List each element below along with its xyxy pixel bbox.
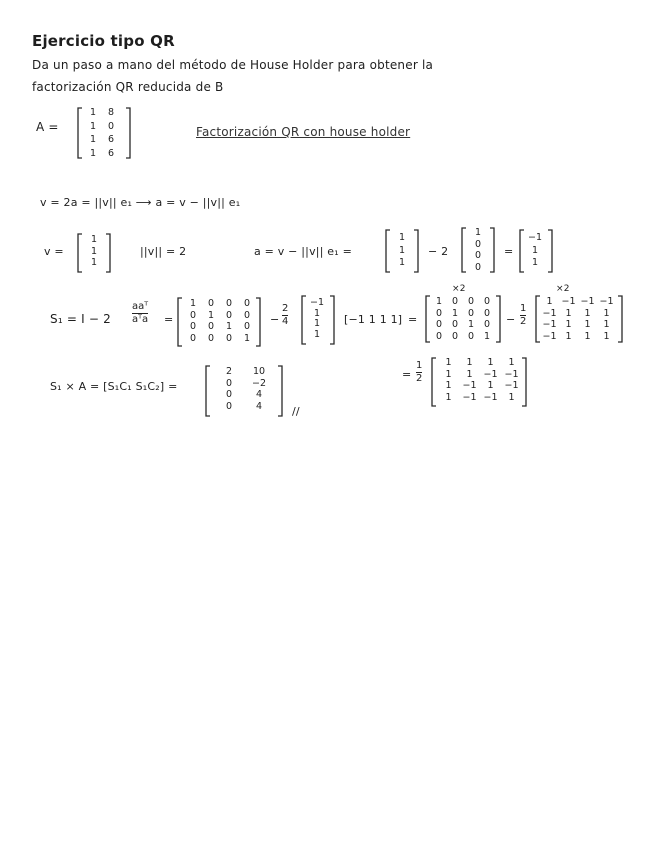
matrix-cell: 1 <box>531 244 539 256</box>
matrix-cell: 0 <box>225 377 233 389</box>
equals-result: = <box>504 245 514 258</box>
v-label: v = <box>44 245 64 258</box>
matrix-cell: 1 <box>207 309 215 321</box>
fraction-2-over-4 <box>282 304 288 327</box>
v-vector <box>88 235 100 268</box>
matrix-cell: 0 <box>243 298 251 309</box>
end-mark: // <box>292 405 300 418</box>
result-vector <box>526 233 544 268</box>
matrix-cell: 1 <box>445 391 452 403</box>
matrix-cell: −1 <box>561 296 576 307</box>
matrix-cell: 1 <box>584 307 591 319</box>
matrix-cell: 0 <box>225 400 233 412</box>
matrix-cell: 1 <box>474 227 482 238</box>
matrix-cell: 2 <box>225 366 233 377</box>
frac3-denominator: 2 <box>520 316 527 327</box>
matrix-cell: 0 <box>435 330 443 342</box>
matrix-cell: 1 <box>90 257 98 268</box>
matrix-cell: 1 <box>313 307 321 319</box>
matrix-cell: 1 <box>508 357 515 368</box>
matrix-cell: −1 <box>462 391 477 403</box>
matrix-cell: 1 <box>603 330 610 342</box>
matrix-cell: 6 <box>107 134 115 145</box>
matrix-cell: 1 <box>398 244 406 256</box>
matrix-cell: 1 <box>313 328 321 340</box>
matrix-cell: 4 <box>255 400 263 412</box>
a-expression: a = v − ||v|| e₁ = <box>254 245 352 258</box>
matrix-cell: 0 <box>189 332 197 344</box>
norm-v: ||v|| = 2 <box>140 245 187 258</box>
matrix-cell: 1 <box>584 330 591 342</box>
matrix-cell: −1 <box>504 380 519 391</box>
frac4-numerator: 1 <box>416 360 423 371</box>
matrix-cell: −2 <box>251 377 266 389</box>
frac2-denominator: 4 <box>282 316 289 327</box>
matrix-cell: 0 <box>451 330 459 342</box>
matrix-cell: 0 <box>483 296 491 307</box>
matrix-cell: 1 <box>531 257 539 268</box>
matrix-cell: 0 <box>467 307 475 319</box>
frac3-numerator: 1 <box>520 303 527 314</box>
matrix-cell: 1 <box>90 234 98 245</box>
times-2-label-b: ×2 <box>556 284 570 294</box>
frac-numerator: aaᵀ <box>132 301 149 312</box>
matrix-cell: 1 <box>603 307 610 319</box>
matrix-cell: 1 <box>89 120 97 132</box>
matrix-cell: 10 <box>252 366 266 377</box>
identity-matrix-2 <box>431 297 495 341</box>
matrix-cell: 0 <box>451 319 459 330</box>
matrix-cell: 1 <box>313 318 321 329</box>
matrix-cell: 1 <box>466 368 473 380</box>
s1-matrix <box>438 358 522 402</box>
matrix-cell: −1 <box>580 296 595 307</box>
matrix-cell: −1 <box>542 319 557 330</box>
column-vector-a <box>306 298 328 339</box>
frac2-numerator: 2 <box>282 303 289 314</box>
minus-sign-2: − <box>506 313 516 326</box>
s1-definition: S₁ = I − 2 <box>50 312 111 326</box>
equals-sign-3: = <box>402 368 412 381</box>
matrix-cell: −1 <box>309 297 324 308</box>
matrix-cell: 1 <box>508 391 515 403</box>
matrix-cell: 0 <box>225 332 233 344</box>
frac4-denominator: 2 <box>416 373 423 384</box>
matrix-cell: 1 <box>445 357 452 368</box>
outer-product-matrix <box>540 297 616 341</box>
matrix-cell: 0 <box>207 298 215 309</box>
fraction-half <box>416 361 422 384</box>
matrix-cell: 1 <box>243 332 251 344</box>
row-vector-at: [−1 1 1 1] <box>344 313 403 326</box>
matrix-cell: 0 <box>474 261 482 273</box>
matrix-cell: 1 <box>565 307 572 319</box>
matrix-cell: 0 <box>189 321 197 332</box>
equals-sign-2: = <box>408 313 418 326</box>
matrix-cell: 0 <box>207 332 215 344</box>
matrix-cell: 1 <box>225 321 233 332</box>
matrix-cell: 1 <box>445 368 452 380</box>
matrix-cell: 0 <box>474 238 482 250</box>
matrix-cell: 1 <box>445 380 452 391</box>
intro-line-2: factorización QR reducida de B <box>32 80 224 94</box>
matrix-cell: −1 <box>527 232 542 243</box>
matrix-cell: 0 <box>483 307 491 319</box>
matrix-cell: 0 <box>225 389 233 400</box>
matrix-cell: −1 <box>504 368 519 380</box>
matrix-cell: 6 <box>107 147 115 159</box>
s1-equals: = <box>164 313 174 326</box>
matrix-cell: 0 <box>225 298 233 309</box>
matrix-cell: 0 <box>243 309 251 321</box>
matrix-cell: 1 <box>466 357 473 368</box>
matrix-cell: 0 <box>243 321 251 332</box>
vec1 <box>396 233 408 268</box>
matrix-cell: 1 <box>565 319 572 330</box>
matrix-cell: 1 <box>603 319 610 330</box>
matrix-cell: 0 <box>107 120 115 132</box>
s1-times-a: S₁ × A = [S₁C₁ S₁C₂] = <box>50 380 178 393</box>
times-2-label-a: ×2 <box>452 284 466 294</box>
matrix-cell: 1 <box>546 296 553 307</box>
matrix-cell: −1 <box>599 296 614 307</box>
matrix-cell: 0 <box>467 330 475 342</box>
matrix-cell: 1 <box>398 257 406 268</box>
matrix-cell: 0 <box>225 309 233 321</box>
matrix-cell: 1 <box>584 319 591 330</box>
matrix-cell: 1 <box>467 319 475 330</box>
matrix-cell: 0 <box>467 296 475 307</box>
fraction-1-over-2 <box>520 304 526 327</box>
matrix-cell: −1 <box>542 330 557 342</box>
fraction-aat-over-ata <box>132 302 148 325</box>
formula-householder: v = 2a = ||v|| e₁ ⟶ a = v − ||v|| e₁ <box>40 196 241 209</box>
result-matrix <box>214 367 274 411</box>
subtitle: Factorización QR con house holder <box>196 125 411 139</box>
matrix-cell: 4 <box>255 389 263 400</box>
matrix-cell: 1 <box>398 232 406 243</box>
matrix-cell: 1 <box>487 357 494 368</box>
matrix-cell: 1 <box>451 307 459 319</box>
e1-vector <box>472 228 484 272</box>
page-title: Ejercicio tipo QR <box>32 32 175 50</box>
matrix-a <box>84 108 120 158</box>
identity-matrix <box>184 299 256 343</box>
matrix-cell: −1 <box>462 380 477 391</box>
matrix-cell: 0 <box>451 296 459 307</box>
matrix-cell: 1 <box>189 298 197 309</box>
matrix-cell: −1 <box>542 307 557 319</box>
matrix-cell: 1 <box>435 296 443 307</box>
matrix-cell: 0 <box>483 319 491 330</box>
matrix-cell: −1 <box>483 368 498 380</box>
matrix-cell: 1 <box>565 330 572 342</box>
matrix-cell: 1 <box>90 245 98 257</box>
matrix-cell: 1 <box>89 134 97 145</box>
minus-2: − 2 <box>428 245 449 258</box>
matrix-cell: 1 <box>483 330 491 342</box>
matrix-a-label: A = <box>36 120 59 134</box>
matrix-cell: 0 <box>207 321 215 332</box>
minus-sign-1: − <box>270 313 280 326</box>
matrix-cell: 0 <box>474 250 482 261</box>
matrix-cell: 0 <box>435 307 443 319</box>
matrix-cell: 1 <box>89 107 97 118</box>
matrix-cell: 0 <box>435 319 443 330</box>
matrix-cell: 8 <box>107 107 115 118</box>
matrix-cell: 1 <box>487 380 494 391</box>
matrix-cell: 0 <box>189 309 197 321</box>
frac-denominator: aᵀa <box>132 314 149 325</box>
matrix-cell: 1 <box>89 147 97 159</box>
matrix-cell: −1 <box>483 391 498 403</box>
intro-line-1: Da un paso a mano del método de House Holder para obtener la <box>32 58 434 72</box>
